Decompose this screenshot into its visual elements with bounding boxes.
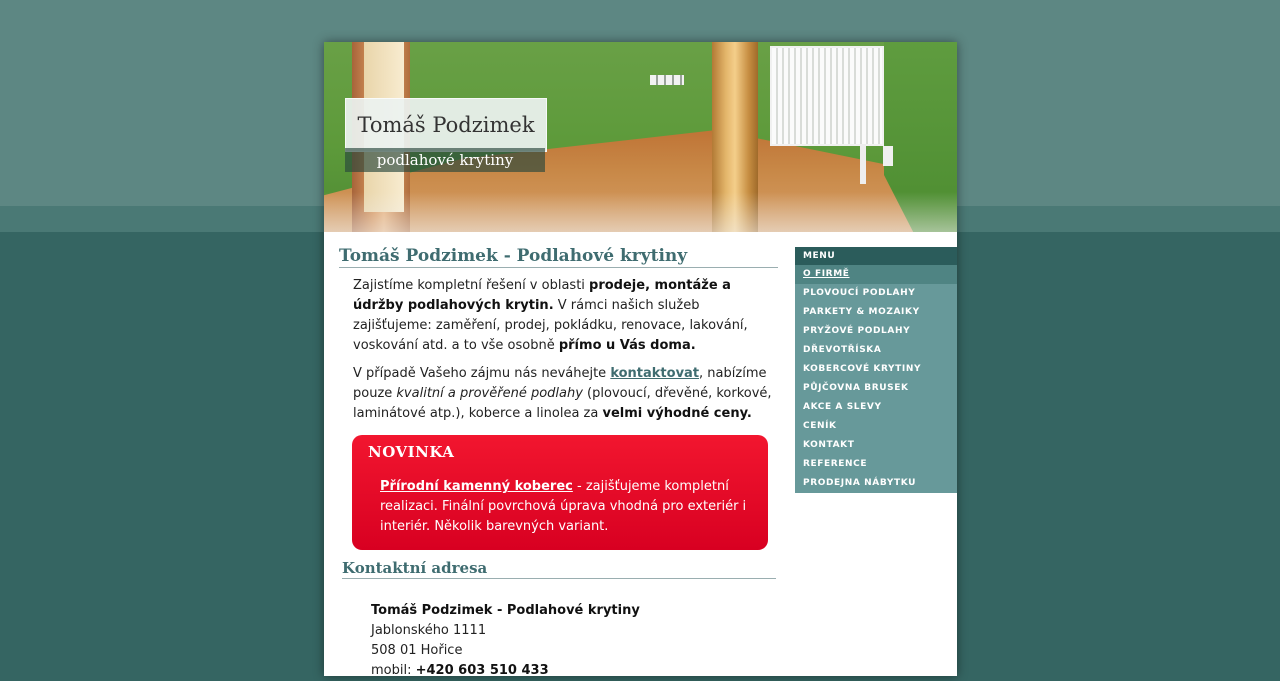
header-banner [324,42,957,232]
offer-bold: velmi výhodné ceny. [602,406,752,421]
mobile-number: +420 603 510 433 [415,663,549,678]
logo-subtitle: podlahové krytiny [345,148,545,172]
contact-city: 508 01 Hořice [371,643,463,658]
menu-item-o-firme[interactable]: O FIRMĚ [795,265,957,284]
menu-heading: MENU [795,247,957,265]
news-title: NOVINKA [368,443,455,461]
intro-text-1: Zajistíme kompletní řešení v oblasti [353,278,590,293]
contact-mobile [371,661,771,681]
intro-paragraph [353,276,773,356]
offer-text-1: V případě Vašeho zájmu nás neváhejte [353,366,611,381]
sidebar-menu [795,247,957,493]
menu-item-pujcovna-brusek[interactable]: PŮJČOVNA BRUSEK [795,379,957,398]
contact-heading: Kontaktní adresa [342,559,776,579]
menu-item-pryzove-podlahy[interactable]: PRYŽOVÉ PODLAHY [795,322,957,341]
mobile-label: mobil: [371,663,416,678]
contact-name: Tomáš Podzimek - Podlahové krytiny [371,603,640,618]
menu-item-reference[interactable]: REFERENCE [795,455,957,474]
news-description: - zajišťujeme kompletní realizaci. Finální povrchová úprava vhodná pro exteriér i interiér. Několik barevných variant. [380,479,747,534]
offer-text-3: (plovoucí, dřevěné, korkové, laminátové atp.), koberce a linolea za [353,386,772,421]
header-photo-socket [883,146,893,166]
menu-item-kontakt[interactable]: KONTAKT [795,436,957,455]
contact-link[interactable]: kontaktovat [610,366,700,381]
offer-paragraph [353,364,773,424]
menu-item-drevotriska[interactable]: DŘEVOTŘÍSKA [795,341,957,360]
intro-text-2: V rámci našich služeb zajišťujeme: zaměření, prodej, pokládku, renovace, lakování, voskování atd. a to vše osobně [353,298,748,353]
menu-item-parkety-mozaiky[interactable]: PARKETY & MOZAIKY [795,303,957,322]
news-text [380,477,750,537]
menu-item-akce-slevy[interactable]: AKCE A SLEVY [795,398,957,417]
logo-box[interactable] [345,98,547,152]
logo-name: Tomáš Podzimek [357,113,535,137]
news-box [352,435,768,550]
offer-text-2: , nabízíme pouze [353,366,767,401]
intro-bold-1: prodeje, montáže a údržby podlahových krytin. [353,278,731,313]
header-fade [324,192,957,232]
header-photo-radiator [770,46,884,146]
intro-bold-2: přímo u Vás doma. [558,338,696,353]
header-photo-pipe [860,144,866,184]
header-photo-sockets [650,75,684,85]
page-title: Tomáš Podzimek - Podlahové krytiny [339,246,778,268]
menu-item-plovouci-podlahy[interactable]: PLOVOUCÍ PODLAHY [795,284,957,303]
menu-item-kobercove-krytiny[interactable]: KOBERCOVÉ KRYTINY [795,360,957,379]
page-container [324,42,957,676]
news-link[interactable]: Přírodní kamenný koberec [380,479,573,494]
contact-street: Jablonského 1111 [371,623,487,638]
menu-item-cenik[interactable]: CENÍK [795,417,957,436]
menu-item-prodejna-nabytku[interactable]: PRODEJNA NÁBYTKU [795,474,957,493]
offer-italic: kvalitní a prověřené podlahy [396,386,583,401]
